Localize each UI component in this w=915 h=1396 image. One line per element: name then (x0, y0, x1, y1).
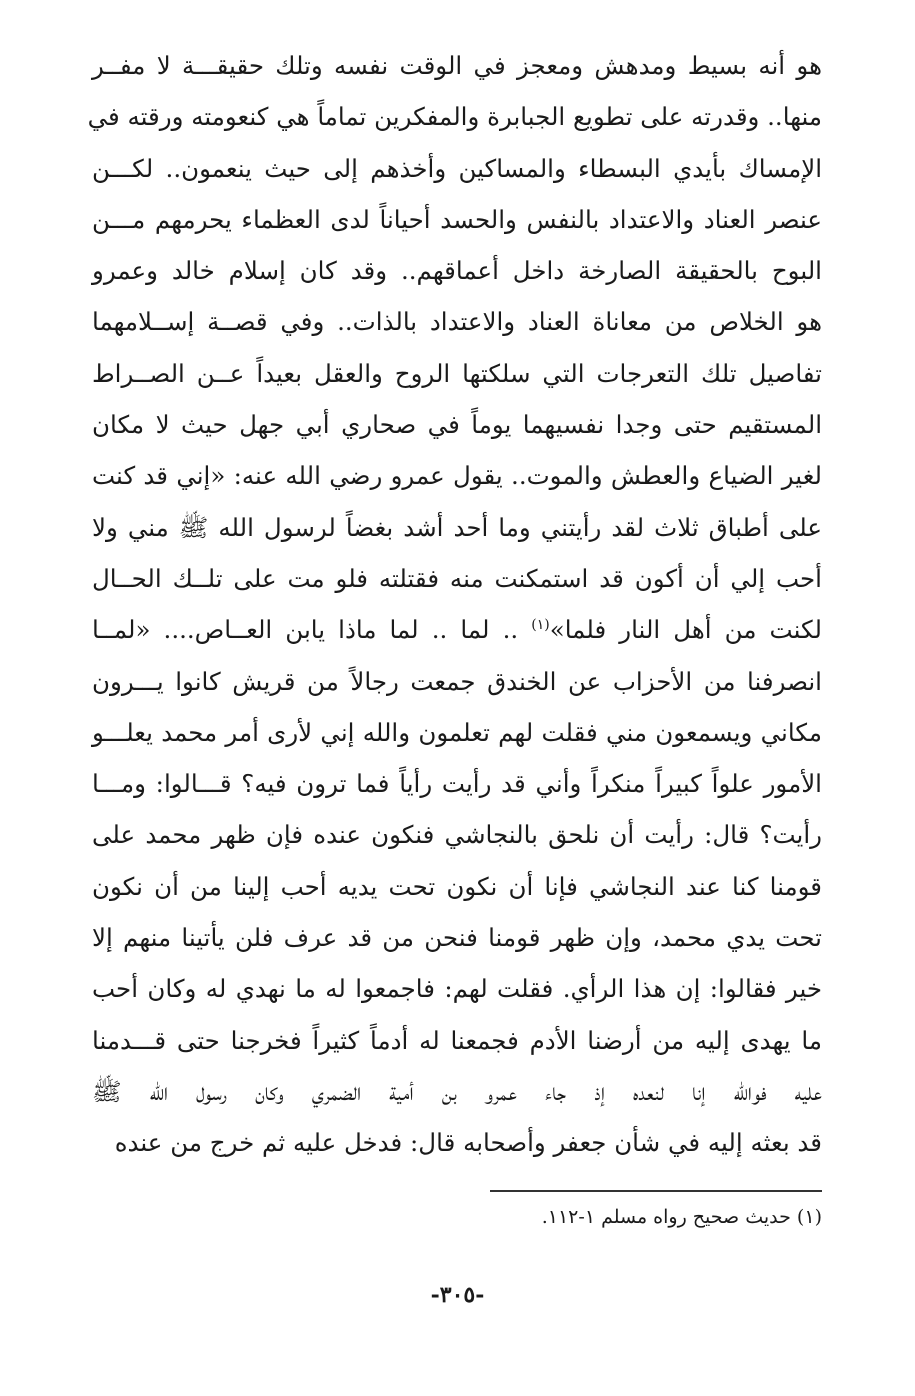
text-line: قد بعثه إليه في شأن جعفر وأصحابه قال: فدخل عليه ثم خرج من عنده (114, 1128, 822, 1158)
text-line: البوح بالحقيقة الصارخة داخل أعماقهم.. وقد كان إسلام خالد وعمرو (92, 256, 822, 286)
text-line (92, 604, 822, 655)
text-segment: .. لما .. لما ماذا يابن العــاص.... «لمــا (92, 615, 532, 645)
footnote-divider (490, 1190, 822, 1192)
text-line: ما يهدى إليه من أرضنا الأدم فجمعنا له أدماً كثيراً فخرجنا حتى قـــدمنا (92, 1025, 822, 1055)
footnote-reference: (١) (531, 617, 550, 634)
text-line: رأيت؟ قال: رأيت أن نلحق بالنجاشي فنكون عنده فإن ظهر محمد على (92, 820, 822, 850)
text-line: المستقيم حتى وجدا نفسيهما يوماً في صحاري أبي جهل حيث لا مكان (92, 410, 822, 440)
text-line: الإمساك بأيدي البسطاء والمساكين وأخذهم إلى حيث ينعمون.. لكـــن (92, 153, 822, 183)
text-line: تفاصيل تلك التعرجات التي سلكتها الروح والعقل بعيداً عــن الصــراط (92, 358, 822, 388)
text-segment: لكنت من أهل النار فلما» (549, 615, 822, 645)
text-line: عليه فوالله إنا لنعده إذ جاء عمرو بن أمية الضمري وكان رسول الله ﷺ (92, 1076, 822, 1106)
text-line: خير فقالوا: إن هذا الرأي. فقلت لهم: فاجمعوا له ما نهدي له وكان أحب (92, 974, 822, 1004)
footnote: (١) حديث صحيح رواه مسلم ١-١١٢. (541, 1206, 822, 1228)
text-line: قومنا كنا عند النجاشي فإنا أن نكون تحت يديه أحب إلينا من أن نكون (92, 871, 822, 901)
text-line: لغير الضياع والعطش والموت.. يقول عمرو رضي الله عنه: «إني قد كنت (92, 461, 822, 491)
text-line: الأمور علواً كبيراً منكراً وأني قد رأيت رأياً فما ترون فيه؟ قـــالوا: ومـــا (92, 769, 822, 799)
text-line: عنصر العناد والاعتداد بالنفس والحسد أحياناً لدى العظماء يحرمهم مـــن (92, 204, 822, 234)
text-line: على أطباق ثلاث لقد رأيتني وما أحد أشد بغضاً لرسول الله ﷺ مني ولا (92, 512, 822, 542)
text-line: أحب إلي أن أكون قد استمكنت منه فقتلته فلو مت على تلــك الحــال (92, 563, 822, 593)
page-number: -٣٠٥- (430, 1282, 485, 1308)
text-line: هو أنه بسيط ومدهش ومعجز في الوقت نفسه وتلك حقيقـــة لا مفــر (92, 51, 822, 80)
text-line: منها.. وقدرته على تطويع الجبابرة والمفكرين تماماً هي كنعومته ورقته في (87, 102, 822, 132)
text-line: انصرفنا من الأحزاب عن الخندق جمعت رجالاً من قريش كانوا يـــرون (92, 666, 822, 696)
text-line: هو الخلاص من معاناة العناد والاعتداد بالذات.. وفي قصــة إســلامهما (92, 307, 822, 337)
text-line: مكاني ويسمعون مني فقلت لهم تعلمون والله إني لأرى أمر محمد يعلـــو (92, 717, 822, 747)
body-text (87, 40, 822, 1169)
text-line: تحت يدي محمد، وإن ظهر قومنا فنحن من قد عرف فلن يأتينا منهم إلا (92, 923, 822, 953)
